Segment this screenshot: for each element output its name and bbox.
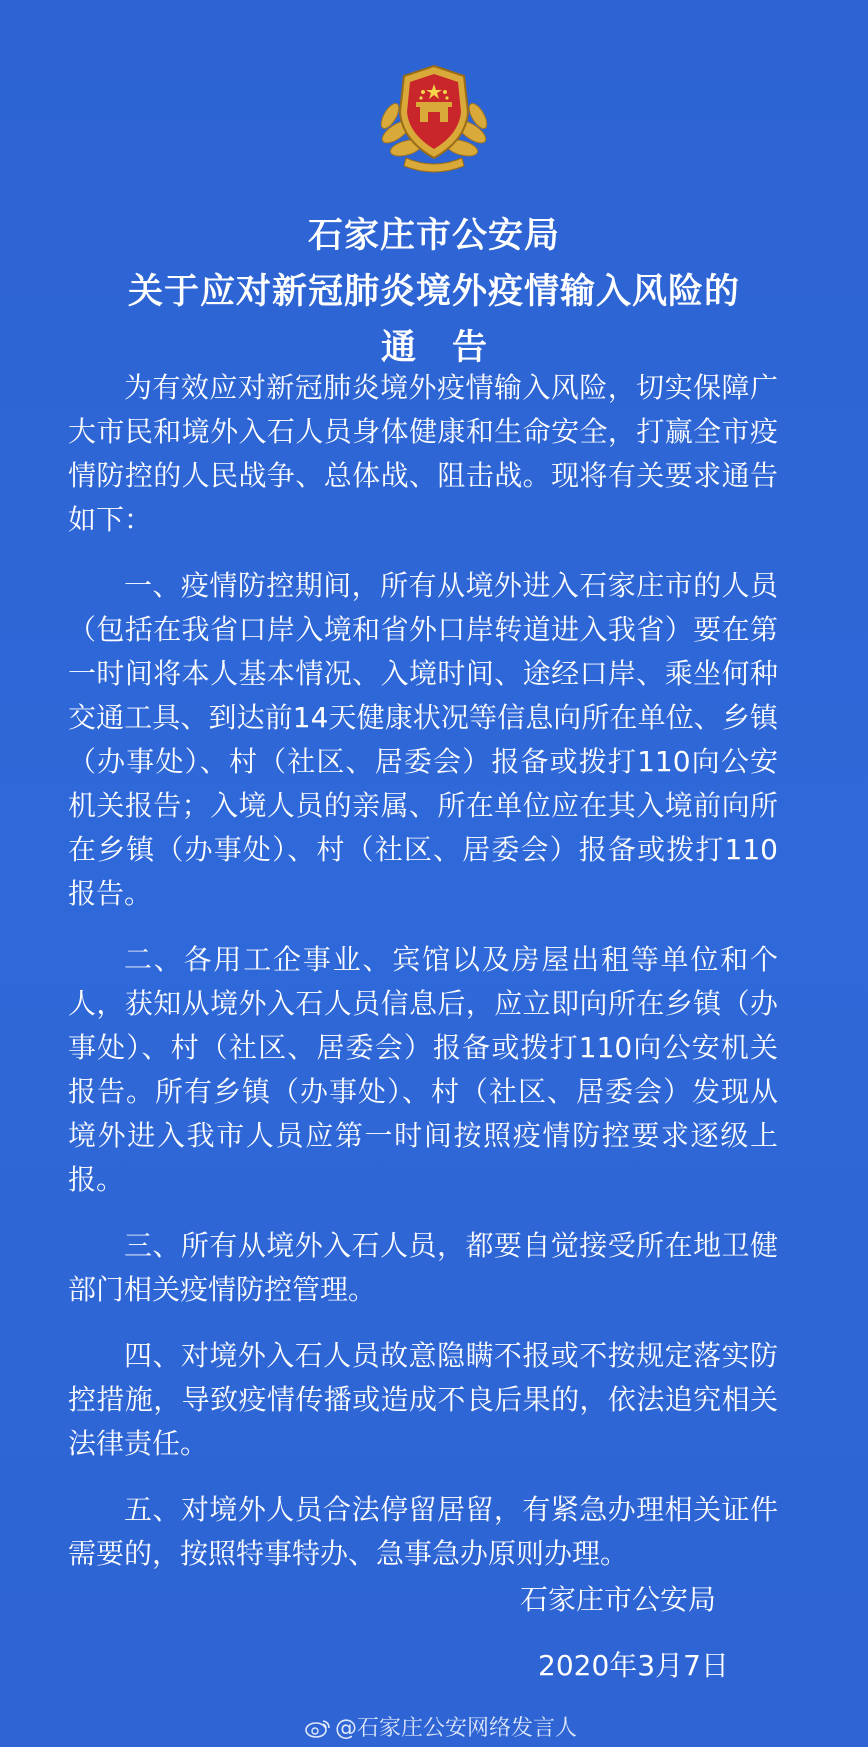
weibo-watermark [305, 1714, 577, 1744]
item-2-paragraph: 二、各用工企事业、宾馆以及房屋出租等单位和个人，获知从境外入石人员信息后，应立即向所在乡镇（办事处）、村（社区、居委会）报备或拨打110向公安机关报告。所有乡镇（办事处）、村（社区、居委会）发现从境外进入我市人员应第一时间按照疫情防控要求逐级上报。 [68, 943, 778, 1196]
signoff-org: 石家庄市公安局 [520, 1583, 717, 1616]
title-line-2: 关于应对新冠肺炎境外疫情输入风险的 [127, 272, 740, 312]
intro-paragraph: 为有效应对新冠肺炎境外疫情输入风险，切实保障广大市民和境外入石人员身体健康和生命安全，打赢全市疫情防控的人民战争、总体战、阻击战。现将有关要求通告如下： [68, 371, 778, 536]
title-line-1: 石家庄市公安局 [307, 216, 560, 256]
item-1-paragraph: 一、疫情防控期间，所有从境外进入石家庄市的人员（包括在我省口岸入境和省外口岸转道进入我省）要在第一时间将本人基本情况、入境时间、途经口岸、乘坐何种交通工具、到达前14天健康状况等信息向所在单位、乡镇（办事处）、村（社区、居委会）报备或拨打110向公安机关报告；入境人员的亲属、所在单位应在其入境前向所在乡镇（办事处）、村（社区、居委会）报备或拨打110报告。 [68, 569, 778, 910]
item-4-paragraph: 四、对境外入石人员故意隐瞒不报或不按规定落实防控措施，导致疫情传播或造成不良后果的，依法追究相关法律责任。 [68, 1339, 778, 1460]
notice-body [68, 366, 778, 1598]
watermark-text: @石家庄公安网络发言人 [335, 1716, 578, 1741]
notice-title [0, 208, 868, 376]
item-3-paragraph: 三、所有从境外入石人员，都要自觉接受所在地卫健部门相关疫情防控管理。 [68, 1229, 778, 1306]
item-5-paragraph: 五、对境外人员合法停留居留，有紧急办理相关证件需要的，按照特事特办、急事急办原则办理。 [68, 1493, 778, 1570]
signoff-date: 2020年3月7日 [538, 1649, 729, 1682]
weibo-icon [305, 1718, 331, 1738]
title-line-3: 通告 [380, 328, 523, 368]
police-emblem-icon [376, 62, 492, 174]
